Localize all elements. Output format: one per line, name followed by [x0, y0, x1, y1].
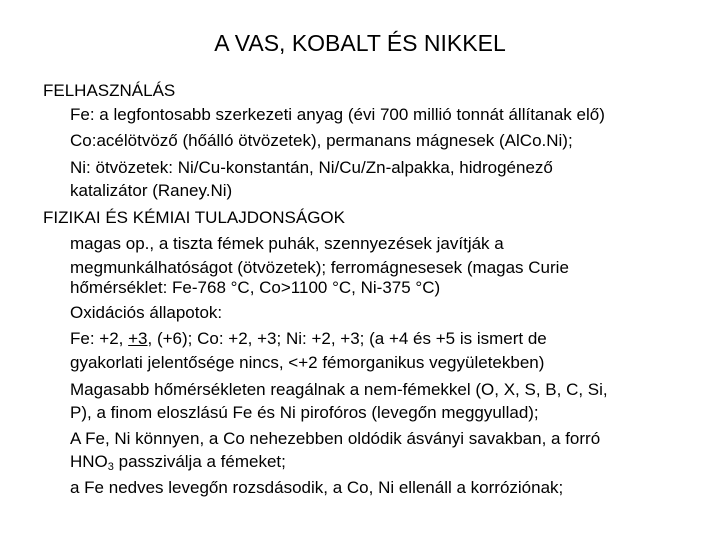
text-segment: passziválja a fémeket; — [113, 452, 286, 471]
text-line: a Fe nedves levegőn rozsdásodik, a Co, Ni ellenáll a korróziónak; — [70, 478, 564, 497]
text-line: gyakorlati jelentősége nincs, <+2 fémorganikus vegyületekben) — [70, 353, 545, 372]
text-segment: HNO — [70, 452, 108, 471]
text-line: Fe: a legfontosabb szerkezeti anyag (évi 700 millió tonnát állítanak elő) — [70, 105, 605, 124]
text-line: magas op., a tiszta fémek puhák, szennyezések javítják a — [70, 234, 504, 253]
underlined-value: +3 — [128, 329, 148, 348]
text-segment: Fe: +2, — [70, 329, 129, 348]
page-title: A VAS, KOBALT ÉS NIKKEL — [214, 30, 506, 56]
text-line: A Fe, Ni könnyen, a Co nehezebben oldódik ásványi savakban, a forró — [70, 429, 601, 448]
text-line: Magasabb hőmérsékleten reagálnak a nem-fémekkel (O, X, S, B, C, Si, — [70, 380, 608, 399]
text-line: hőmérséklet: Fe-768 °C, Co>1100 °C, Ni-375 °C) — [70, 278, 441, 297]
text-segment: , (+6); Co: +2, +3; Ni: +2, +3; (a +4 és +5 is ismert de — [147, 329, 547, 348]
hno3-line — [70, 451, 715, 473]
text-line: Ni: ötvözetek: Ni/Cu-konstantán, Ni/Cu/Zn-alpakka, hidrogénező — [70, 158, 553, 177]
subscript: 3 — [107, 461, 114, 473]
text-line: Oxidációs állapotok: — [70, 303, 223, 322]
text-line: megmunkálhatóságot (ötvözetek); ferromágnesesek (magas Curie — [70, 258, 569, 277]
text-line: Co:acélötvöző (hőálló ötvözetek), permanans mágnesek (AlCo.Ni); — [70, 131, 573, 150]
text-line: P), a finom eloszlású Fe és Ni pirofóros (levegőn meggyullad); — [70, 403, 539, 422]
text-line: katalizátor (Raney.Ni) — [70, 181, 233, 200]
section-heading-tulajdonsagok: FIZIKAI ÉS KÉMIAI TULAJDONSÁGOK — [43, 208, 345, 227]
section-heading-felhasznalas: FELHASZNÁLÁS — [43, 81, 176, 100]
oxidation-states-line — [70, 328, 715, 350]
